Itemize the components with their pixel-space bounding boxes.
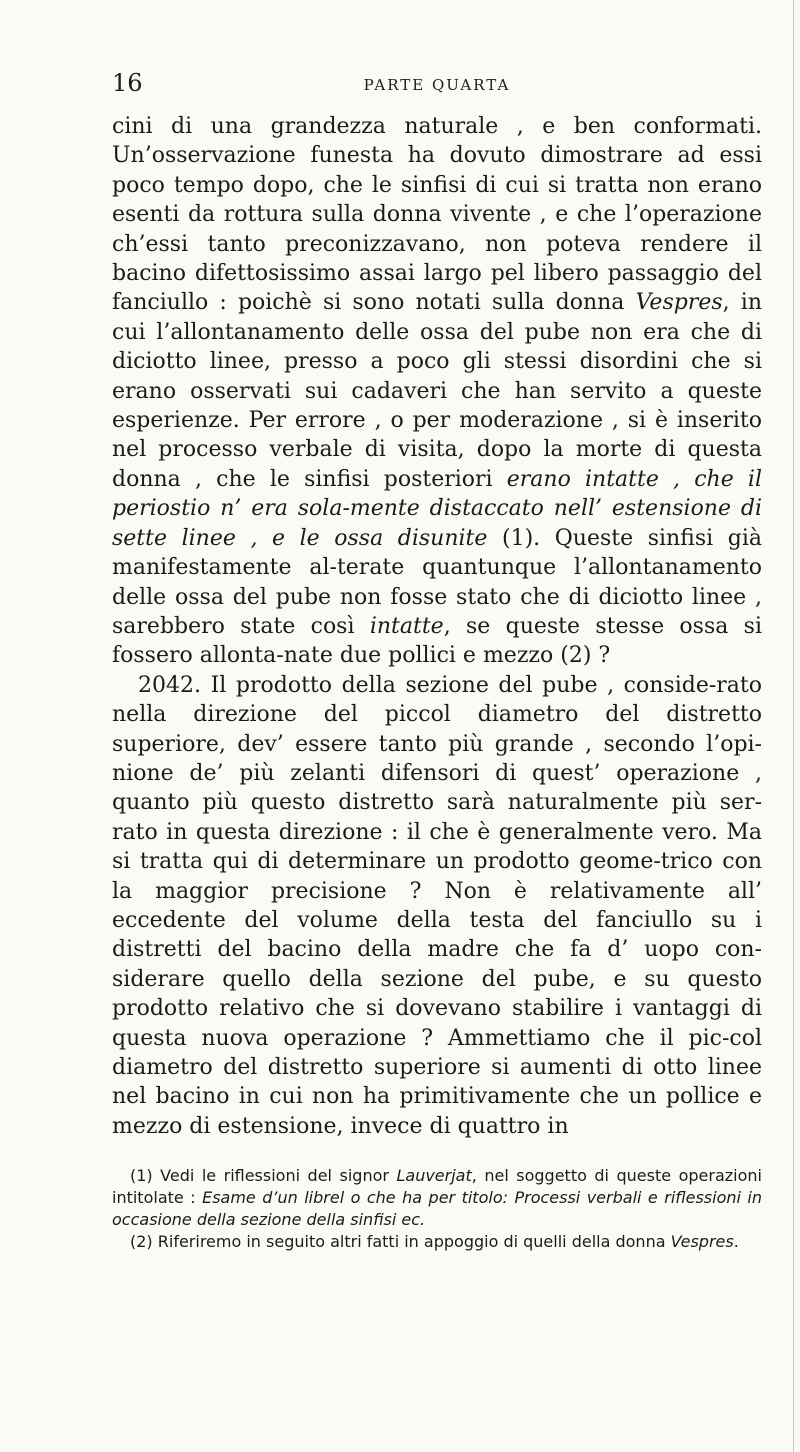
text-run: , in cui l’allontanamento delle ossa del pube non era che di diciotto linee, presso a poco gli stessi disordini che si erano osservati sui cadaveri che han servito a queste esperienze. Per errore , o per moderazione , si è inserito nel processo verbale di visita, dopo la morte di questa donna , che le sinfisi posteriori xyxy=(112,290,762,492)
running-head: PARTE QUARTA xyxy=(363,76,511,94)
footnotes xyxy=(112,1165,762,1253)
main-text xyxy=(112,112,762,1141)
text-run: (1). Queste sinfisi già manifestamente al-terate quantunque l’allontanamento delle ossa del pube non fosse stato che di diciotto linee , sarebbero state così xyxy=(112,525,762,639)
italic-name: Vespres xyxy=(670,1232,734,1251)
page-number: 16 xyxy=(112,69,143,97)
footnote-text: , nel soggetto di queste operazioni intitolate : xyxy=(112,1166,762,1207)
text-run: cini di una grandezza naturale , e ben conformati. Un’osservazione funesta ha dovuto dimostrare ad essi poco tempo dopo, che le sinfisi di cui si tratta non erano esenti da rottura sulla donna vivente , e che l’operazione ch’essi tanto preconizzavano, non poteva rendere il bacino difettosissimo assai largo pel libero passaggio del fanciullo : poichè si sono notati sulla donna xyxy=(112,114,762,316)
footnote-2 xyxy=(112,1231,762,1253)
footnote-text: . xyxy=(733,1232,739,1251)
paragraph-continued xyxy=(112,112,762,671)
footnote-1 xyxy=(112,1165,762,1231)
italic-name: Lauverjat xyxy=(396,1166,472,1185)
italic-title: Esame d’un librel o che ha per titolo: Processi verbali e riflessioni in occasione della sezione della sinfisi ec. xyxy=(112,1188,763,1229)
page-header xyxy=(112,68,762,104)
page-edge-line xyxy=(793,0,794,1452)
italic-quotation: erano intatte , che il periostio n’ era sola-mente distaccato nell’ estensione di sette linee , e le ossa disunite xyxy=(112,466,762,551)
footnote-text: (1) Vedi le riflessioni del signor xyxy=(130,1166,397,1185)
footnote-text: (2) Riferiremo in seguito altri fatti in appoggio di quelli della donna xyxy=(130,1232,671,1251)
paragraph-2042: 2042. Il prodotto della sezione del pube , conside-rato nella direzione del piccol diametro del distretto superiore, dev’ essere tanto più grande , secondo l’opi-nione de’ più zelanti difensori di quest’ operazione , quanto più questo distretto sarà naturalmente più ser-rato in questa direzione : il che è generalmente vero. Ma si tratta qui di determinare un prodotto geome-trico con la maggior precisione ? Non è relativamente all’ eccedente del volume della testa del fanciullo su i distretti del bacino della madre che fa d’ uopo con-siderare quello della sezione del pube, e su questo prodotto relativo che si dovevano stabilire i vantaggi di questa nuova operazione ? Ammettiamo che il pic-col diametro del distretto superiore si aumenti di otto linee nel bacino in cui non ha primitivamente che un pollice e mezzo di estensione, invece di quattro in xyxy=(112,672,762,1139)
italic-name: Vespres xyxy=(635,290,723,316)
text-run: , se queste stesse ossa si fossero allonta-nate due pollici e mezzo (2) ? xyxy=(112,613,762,669)
italic-word: intatte xyxy=(369,613,444,639)
